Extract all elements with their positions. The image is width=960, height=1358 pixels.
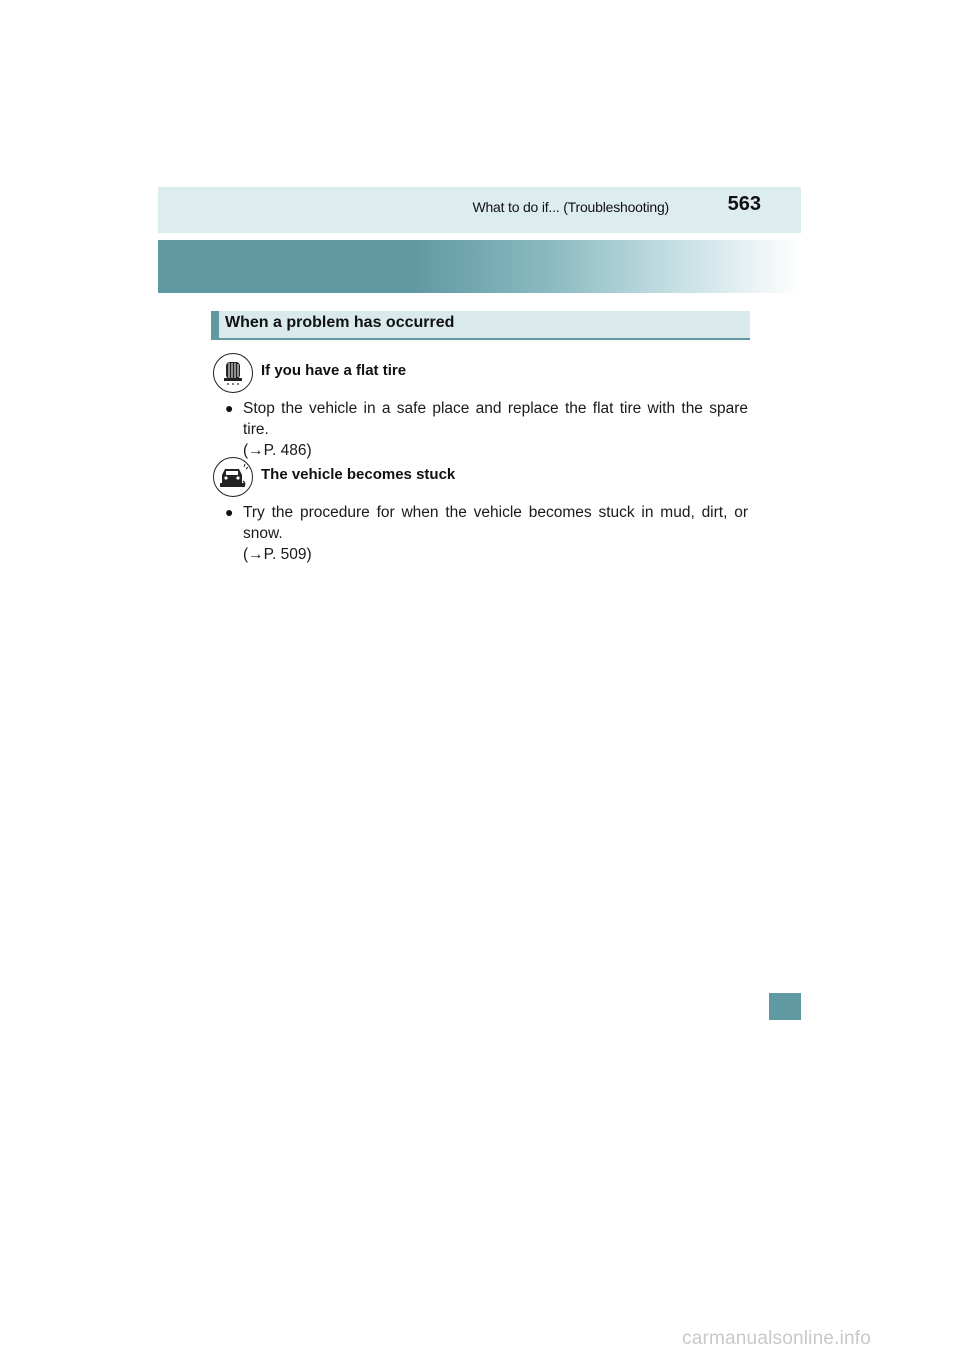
chapter-banner <box>158 240 801 293</box>
bullet-text-vehicle-stuck <box>243 502 748 565</box>
item-title-vehicle-stuck: The vehicle becomes stuck <box>261 466 456 483</box>
bullet-text-flat-tire <box>243 398 748 461</box>
page-reference-link[interactable]: (→P. 486) <box>243 442 312 459</box>
bullet-dot: ● <box>225 400 234 416</box>
chapter-title: What to do if... (Troubleshooting) <box>472 199 669 215</box>
section-title: When a problem has occurred <box>225 314 455 331</box>
item-title-flat-tire: If you have a flat tire <box>261 362 407 379</box>
bullet-line: Stop the vehicle in a safe place and replace the flat tire with the spare tire. <box>243 400 748 438</box>
flat-tire-icon <box>213 353 253 393</box>
chapter-side-tab <box>769 993 801 1020</box>
page-reference-link[interactable]: (→P. 509) <box>243 546 312 563</box>
section-heading <box>211 311 750 340</box>
watermark: carmanualsonline.info <box>682 1328 872 1349</box>
bullet-line: Try the procedure for when the vehicle becomes stuck in mud, dirt, or snow. <box>243 504 748 542</box>
page-number: 563 <box>727 193 761 215</box>
page-header <box>158 187 801 233</box>
vehicle-stuck-icon <box>213 457 253 497</box>
bullet-dot: ● <box>225 504 234 520</box>
section-heading-bar <box>211 311 219 338</box>
